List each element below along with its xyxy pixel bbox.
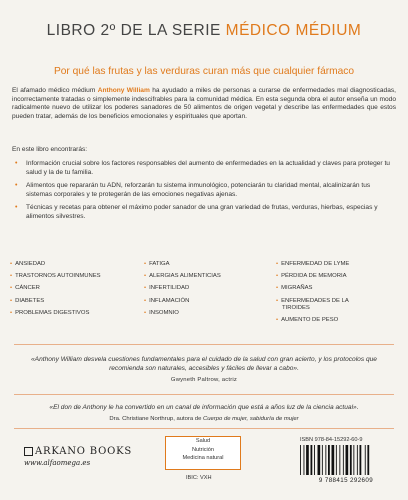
condition-item: • AUMENTO DE PESO [276, 317, 339, 324]
series-heading [0, 22, 408, 40]
publisher-url: www.alfaomega.es [24, 459, 91, 467]
condition-item: • ENFERMEDADES DE LA [276, 297, 349, 304]
condition-item: • CÁNCER [10, 285, 40, 292]
quote-2-attribution: Dra. Christiane Northrup, autora de Cuerpo de mujer, sabiduría de mujer [109, 416, 299, 422]
divider [14, 428, 394, 429]
condition-item: • PROBLEMAS DIGESTIVOS [10, 309, 90, 316]
conditions-column-1 [10, 261, 101, 322]
publisher-logo [24, 446, 134, 467]
list-item-text: Alimentos que repararán tu ADN, reforzarán tu sistema inmunológico, potenciarán tu claridad mental, alcalinizarán tus sistemas corporales y te protegerán de las emociones negativas ajenas. [26, 182, 371, 198]
author-name: Anthony William [97, 87, 150, 94]
condition-item: • MIGRAÑAS [276, 285, 313, 292]
condition-item: • TRASTORNOS AUTOINMUNES [10, 273, 101, 280]
condition-item: • INSOMNIO [144, 309, 179, 316]
description [12, 87, 396, 121]
condition-item: • INFERTILIDAD [144, 285, 190, 292]
bullet-icon: • [15, 204, 18, 212]
subject-box [165, 436, 241, 470]
condition-item: • ENFERMEDAD DE LYME [276, 261, 350, 267]
condition-item: • ALERGIAS ALIMENTICIAS [144, 273, 221, 280]
condition-item: • ANSIEDAD [10, 261, 46, 267]
isbn-label: ISBN 978-84-15292-60-9 [300, 437, 363, 443]
feature-list [12, 160, 392, 227]
series-prefix: LIBRO 2º DE LA SERIE [46, 22, 226, 39]
bullet-icon: • [15, 182, 18, 190]
conditions-column-2 [144, 261, 221, 322]
quote-1-attribution: Gwyneth Paltrow, actriz [170, 377, 238, 383]
description-before: El afamado médico médium [12, 87, 98, 94]
intro-text: En este libro encontrarás: [12, 146, 88, 153]
list-item [12, 204, 392, 221]
publisher-name: ARKANO BOOKS [24, 446, 134, 457]
publisher-mark-icon [24, 447, 33, 456]
description-after: ha ayudado a miles de personas a curarse de enfermedades mal diagnosticadas, incorrectamente tratadas o simplemente indescifrables para la comunidad médica. En esta segunda obra el autor enseña un modo radicalmente nuevo de utilizar los poderes sanadores de 50 alimentos de origen vegetal y describe las enfermedades que estos pueden tratar, además de los beneficios emocionales y espirituales que aportan. [12, 87, 396, 120]
condition-item: • FATIGA [144, 261, 170, 267]
condition-item: • DIABETES [10, 297, 45, 304]
bullet-icon: • [15, 160, 18, 167]
conditions-list [10, 261, 400, 339]
subject-item: Nutrición [191, 446, 215, 453]
ibic-code: IBIC: VXH [186, 475, 212, 481]
subtitle: Por qué las frutas y las verduras curan más que cualquier fármaco [53, 66, 355, 77]
condition-item: • INFLAMACIÓN [144, 297, 190, 304]
series-name: MÉDICO MÉDIUM [225, 22, 362, 39]
condition-item-continuation: TIROIDES [282, 305, 310, 312]
list-item-text: Técnicas y recetas para obtener el máximo poder sanador de una gran variedad de frutas, verduras, hierbas, especias y alimentos silvestres. [26, 204, 378, 220]
subject-item: Medicina natural [182, 455, 224, 462]
conditions-column-3 [276, 261, 349, 330]
list-item-text: Información crucial sobre los factores responsables del aumento de enfermedades en la actualidad y claves para proteger tu salud y la de tu familia. [26, 160, 390, 176]
quote-1: «Anthony William desvela cuestiones fundamentales para el cuidado de la salud con gran acierto, y los protocolos que recomienda son naturales, accesibles y fáciles de llevar a cabo». [31, 356, 377, 372]
condition-item: • PÉRDIDA DE MEMORIA [276, 273, 347, 280]
divider [14, 344, 394, 345]
list-item [12, 160, 392, 177]
barcode-icon [298, 445, 394, 475]
divider [14, 394, 394, 395]
quote-2: «El don de Anthony le ha convertido en un canal de información que está a años luz de la ciencia actual». [49, 404, 359, 411]
list-item [12, 182, 392, 199]
subject-item: Salud [195, 438, 211, 444]
book-title: Cuerpo de mujer, sabiduría de mujer [203, 416, 299, 422]
barcode-number: 9 788415 292609 [318, 477, 374, 484]
